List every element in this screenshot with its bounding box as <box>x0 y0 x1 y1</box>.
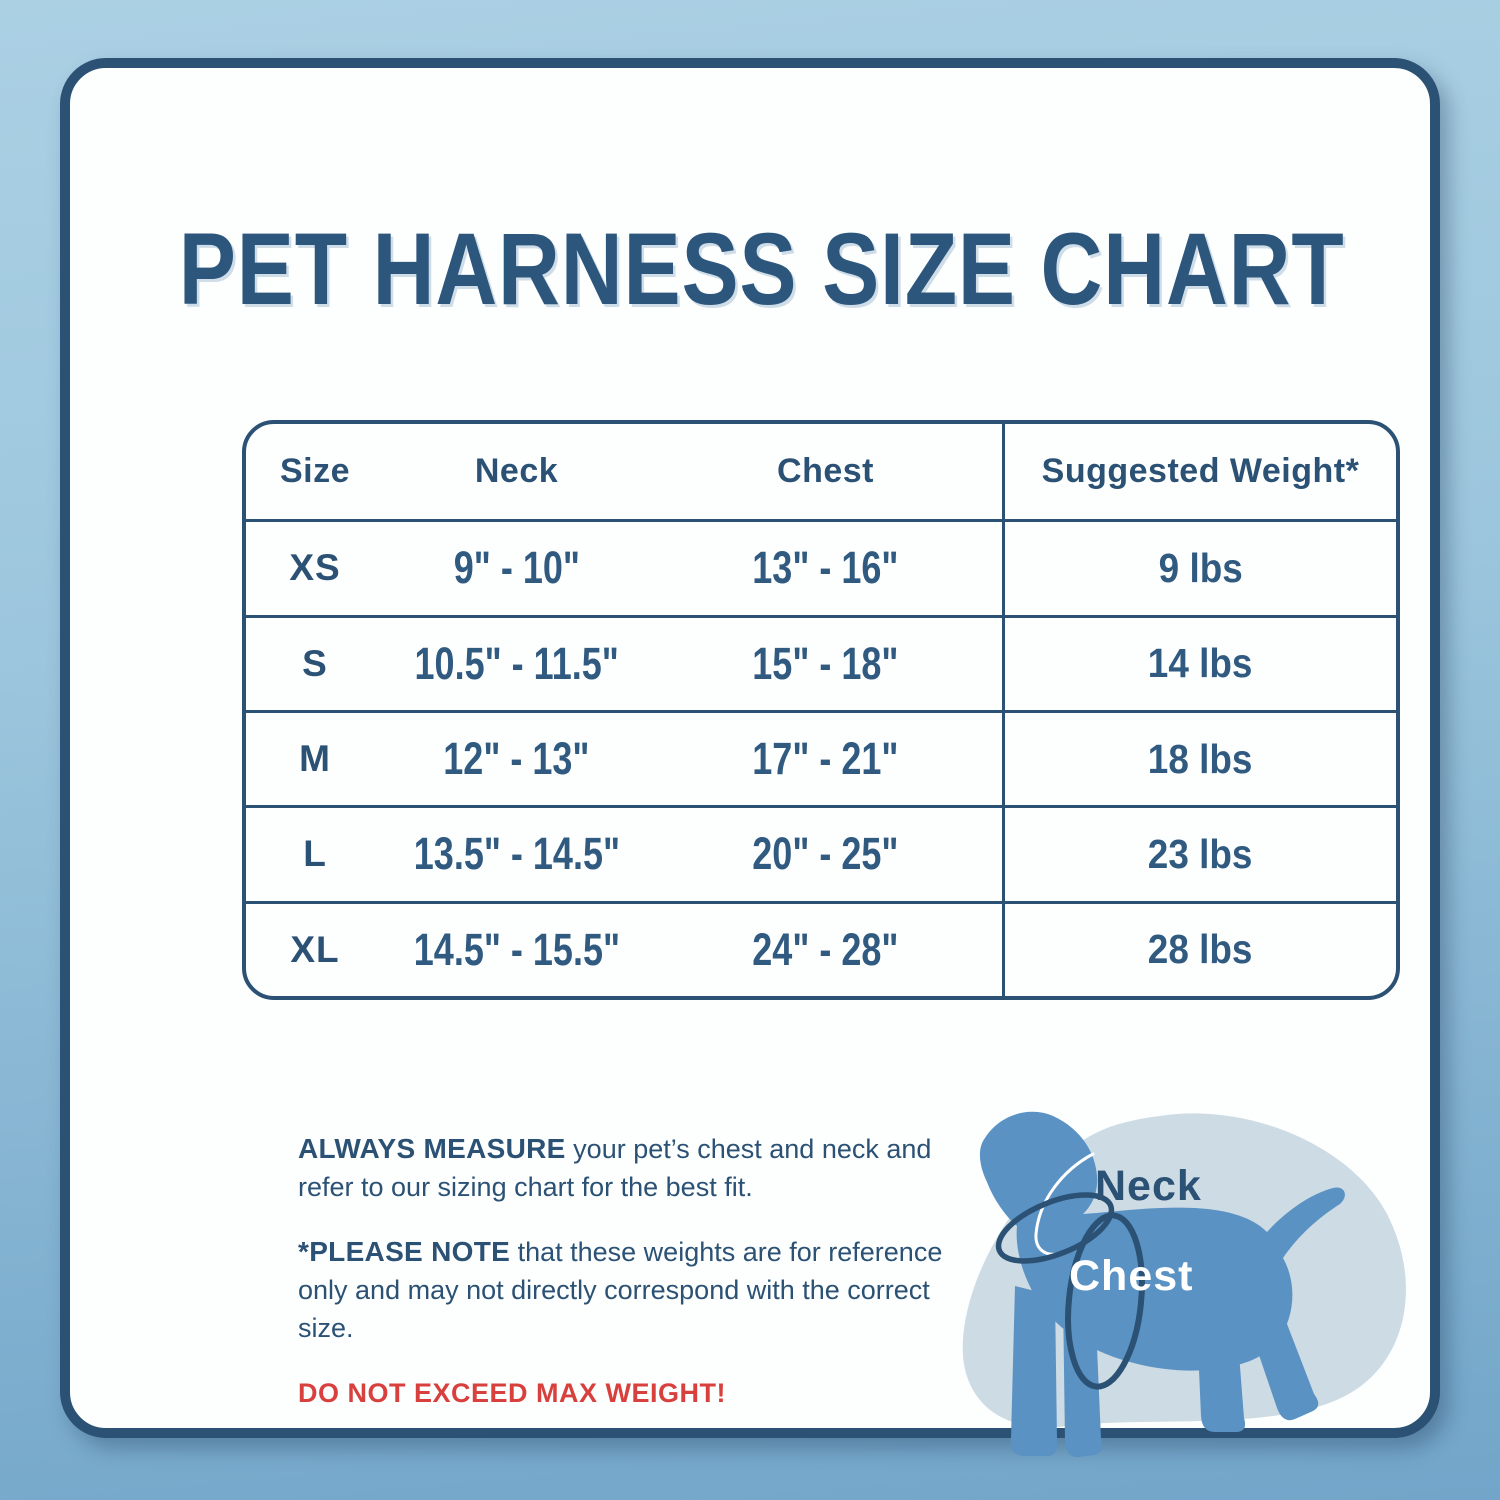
neck-range: 9" - 10" <box>453 542 580 594</box>
size-table <box>242 420 1400 1000</box>
neck-label: Neck <box>1095 1162 1202 1210</box>
table-row-s <box>246 615 1396 710</box>
header-chest: Chest <box>777 452 874 491</box>
measure-note-lead: ALWAYS MEASURE <box>298 1133 566 1164</box>
page-title: PET HARNESS SIZE CHART <box>178 212 1345 326</box>
weight-text: 18 lbs <box>1148 735 1253 782</box>
chest-range: 20" - 25" <box>752 828 899 880</box>
weight-value <box>1002 904 1396 996</box>
chest-range: 24" - 28" <box>752 923 899 975</box>
dog-measurement-diagram <box>945 1086 1435 1481</box>
size-value: L <box>303 833 327 875</box>
weight-text: 28 lbs <box>1148 926 1253 973</box>
neck-range: 14.5" - 15.5" <box>413 923 620 975</box>
table-row-m <box>246 710 1396 805</box>
weight-text: 14 lbs <box>1148 640 1253 687</box>
measure-note-text: your pet’s chest and neck and refer to our sizing chart for the best fit. <box>298 1134 932 1202</box>
weight-note-lead: *PLEASE NOTE <box>298 1236 511 1267</box>
table-row-xs <box>246 519 1396 614</box>
neck-value <box>384 808 649 900</box>
chest-range: 13" - 16" <box>752 542 899 594</box>
neck-value <box>384 904 649 996</box>
weight-text: 23 lbs <box>1148 830 1253 877</box>
table-header-row <box>246 424 1396 519</box>
size-value: XS <box>289 547 341 589</box>
weight-value <box>1002 522 1396 614</box>
neck-value <box>384 618 649 710</box>
chest-value <box>649 618 1002 710</box>
measure-note <box>298 1130 963 1206</box>
warning-text: DO NOT EXCEED MAX WEIGHT! <box>298 1378 727 1408</box>
table-row-xl <box>246 901 1396 996</box>
neck-range: 13.5" - 14.5" <box>413 828 620 880</box>
size-value: XL <box>290 928 340 970</box>
chest-value <box>649 713 1002 805</box>
weight-note <box>298 1233 963 1347</box>
neck-value <box>384 522 649 614</box>
size-value: M <box>299 738 331 780</box>
chest-value <box>649 522 1002 614</box>
table-row-l <box>246 805 1396 900</box>
chest-value <box>649 808 1002 900</box>
neck-range: 12" - 13" <box>443 733 590 785</box>
info-card <box>60 58 1440 1438</box>
neck-range: 10.5" - 11.5" <box>414 637 619 689</box>
chest-range: 17" - 21" <box>752 733 899 785</box>
weight-value <box>1002 713 1396 805</box>
dog-hind-leg-near <box>1197 1324 1245 1432</box>
size-value: S <box>302 642 328 684</box>
weight-text: 9 lbs <box>1158 544 1243 591</box>
chest-label: Chest <box>1069 1252 1194 1300</box>
header-suggested-weight: Suggested Weight* <box>1002 424 1396 519</box>
chest-range: 15" - 18" <box>752 637 899 689</box>
header-neck: Neck <box>474 452 559 491</box>
weight-value <box>1002 808 1396 900</box>
header-size: Size <box>279 452 351 491</box>
chest-value <box>649 904 1002 996</box>
notes-section <box>298 1130 963 1412</box>
neck-value <box>384 713 649 805</box>
weight-note-text: that these weights are for reference only and may not directly correspond with the correct size. <box>298 1237 943 1343</box>
dog-front-leg-near <box>1011 1286 1058 1456</box>
weight-value <box>1002 618 1396 710</box>
